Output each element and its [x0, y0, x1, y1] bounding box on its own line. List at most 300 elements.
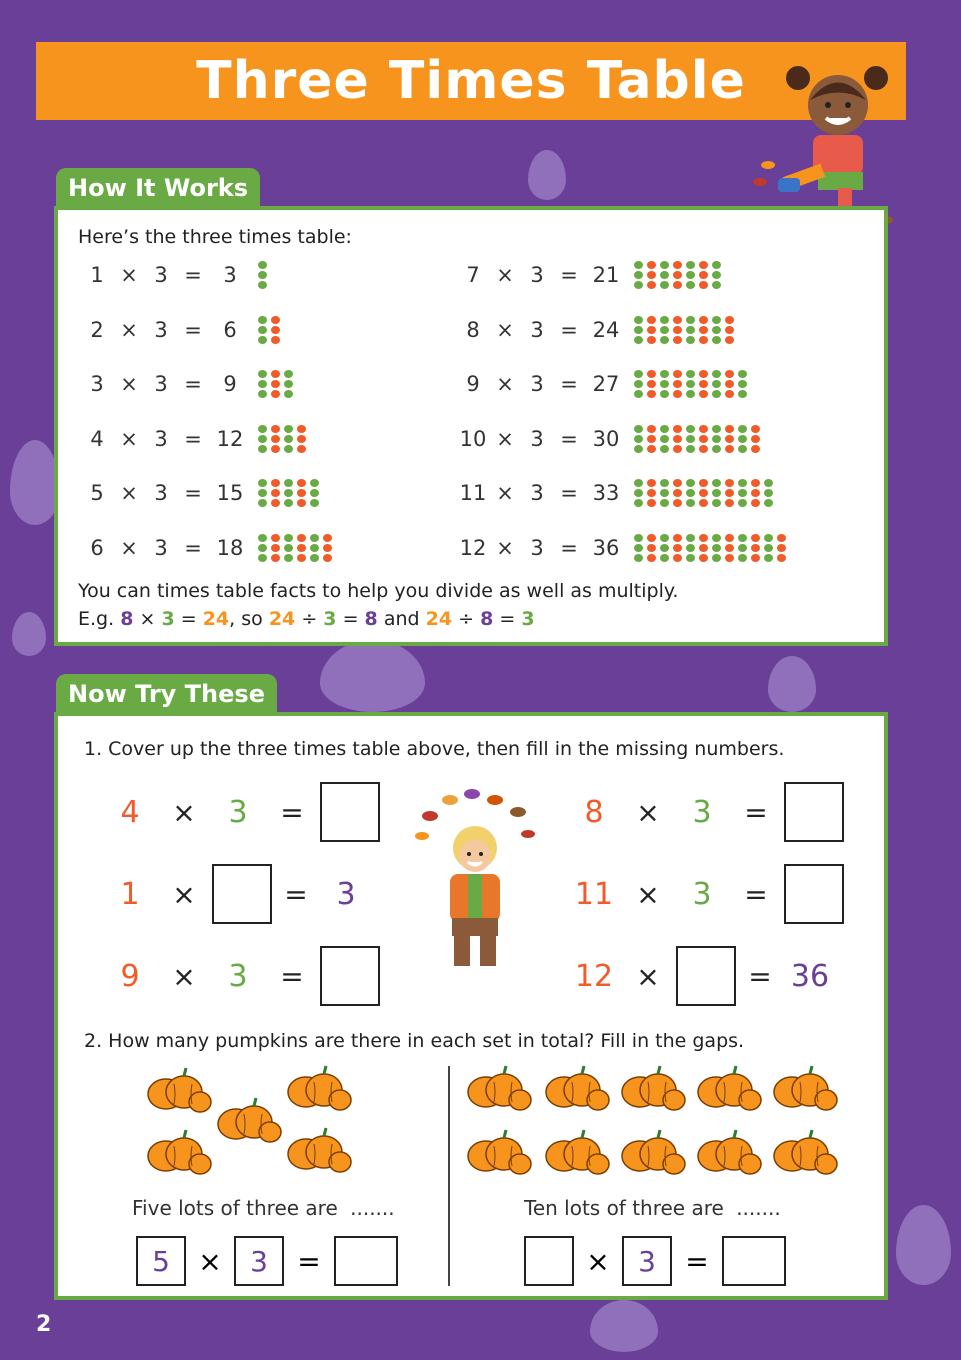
times-symbol: ×: [496, 263, 514, 287]
dot-group: [647, 425, 656, 453]
dot-group: [686, 534, 695, 562]
equals-symbol: =: [744, 877, 768, 911]
times-symbol: ×: [496, 317, 514, 342]
decorative-drop: [590, 1300, 658, 1352]
dot: [725, 326, 734, 334]
dot: [686, 271, 695, 279]
factor: 6: [90, 535, 104, 560]
decorative-drop: [320, 640, 425, 712]
table-row: [82, 533, 332, 563]
dot-group: [673, 425, 682, 453]
counting-dots: [634, 479, 773, 507]
dot: [258, 499, 267, 507]
dot: [271, 336, 280, 344]
dot: [725, 380, 734, 388]
dot-group: [738, 425, 747, 453]
answer-box[interactable]: [524, 1236, 574, 1286]
dot: [738, 479, 747, 487]
dot-group: [284, 370, 293, 398]
product: 6: [223, 317, 237, 342]
dot: [751, 544, 760, 552]
equation-right-3: [568, 946, 836, 1006]
equals-symbol: =: [685, 1244, 709, 1278]
dot: [699, 316, 708, 324]
dot: [699, 336, 708, 344]
dot: [284, 499, 293, 507]
dot: [712, 445, 721, 453]
decorative-drop: [12, 612, 46, 656]
dot: [712, 534, 721, 542]
dot: [647, 336, 656, 344]
dot-group: [634, 534, 643, 562]
dot: [751, 435, 760, 443]
dot: [699, 499, 708, 507]
dot: [725, 499, 734, 507]
dot: [647, 326, 656, 334]
divide-symbol: ÷: [458, 608, 475, 630]
dot: [634, 445, 643, 453]
equation-right-1: [568, 782, 844, 842]
product: 9: [223, 372, 237, 396]
dot: [725, 316, 734, 324]
example-value: 8: [364, 608, 378, 630]
dot-group: [699, 534, 708, 562]
dot-group: [271, 316, 280, 344]
product: 15: [216, 481, 244, 505]
left-sentence-text: Five lots of three are: [132, 1196, 338, 1220]
dot: [712, 435, 721, 443]
dot: [297, 554, 306, 562]
dot-group: [712, 370, 721, 398]
equals-symbol: =: [184, 263, 202, 287]
dot: [699, 425, 708, 433]
eq-number: 3: [336, 876, 356, 912]
answer-box[interactable]: [784, 864, 844, 924]
table-row: [82, 315, 280, 345]
dot: [699, 281, 708, 289]
dot: [738, 544, 747, 552]
equals-symbol: =: [180, 608, 197, 630]
dot: [686, 534, 695, 542]
dot-group: [699, 370, 708, 398]
right-equation: [524, 1236, 786, 1286]
dot: [673, 370, 682, 378]
dot: [699, 380, 708, 388]
answer-box[interactable]: [334, 1236, 398, 1286]
dot: [284, 534, 293, 542]
dot-group: [660, 425, 669, 453]
dot: [660, 499, 669, 507]
answer-box[interactable]: [320, 782, 380, 842]
eq-number: 1: [120, 876, 140, 912]
dot: [712, 544, 721, 552]
times-symbol: ×: [139, 608, 156, 630]
dot-group: [284, 425, 293, 453]
dot-group: [712, 534, 721, 562]
dot: [258, 336, 267, 344]
dot: [660, 370, 669, 378]
dot-group: [699, 261, 708, 289]
dot: [271, 544, 280, 552]
example-value: 24: [202, 608, 230, 630]
dot: [738, 435, 747, 443]
dot: [725, 489, 734, 497]
dot: [634, 261, 643, 269]
dot: [271, 326, 280, 334]
dot: [738, 445, 747, 453]
dot: [310, 499, 319, 507]
dot: [634, 326, 643, 334]
dot-group: [725, 534, 734, 562]
factor: 3: [154, 481, 168, 505]
dot: [686, 489, 695, 497]
dot: [686, 544, 695, 552]
left-equation: [136, 1236, 398, 1286]
dot-group: [673, 370, 682, 398]
page-number: 2: [36, 1312, 52, 1337]
product: 27: [592, 372, 620, 396]
dot-group: [751, 534, 760, 562]
dot-group: [660, 261, 669, 289]
pumpkin-group-icon: [144, 1126, 214, 1180]
dot: [686, 380, 695, 388]
eq-number: 3: [228, 794, 248, 830]
dot-group: [258, 534, 267, 562]
dot-group: [271, 534, 280, 562]
answer-box[interactable]: [212, 864, 272, 924]
dot: [284, 380, 293, 388]
factor: 7: [466, 263, 480, 287]
pumpkin-group-icon: [284, 1062, 354, 1116]
times-symbol: ×: [120, 481, 138, 505]
dot: [284, 390, 293, 398]
page-title: Three Times Table: [196, 51, 746, 111]
example-value: 8: [480, 608, 494, 630]
factor: 3: [154, 372, 168, 396]
dot: [284, 554, 293, 562]
dot: [660, 425, 669, 433]
dot: [323, 554, 332, 562]
equals-symbol: =: [560, 426, 578, 451]
dot: [686, 326, 695, 334]
eq-number: 12: [574, 958, 614, 994]
answer-box[interactable]: [676, 946, 736, 1006]
dot: [725, 479, 734, 487]
dot-group: [634, 425, 643, 453]
eq-number: 8: [584, 794, 604, 830]
equals-symbol: =: [184, 481, 202, 505]
answer-box[interactable]: [320, 946, 380, 1006]
counting-dots: [258, 261, 267, 289]
example-value: 24: [425, 608, 453, 630]
factor: 12: [459, 535, 487, 560]
counting-dots: [258, 425, 306, 453]
dot-group: [323, 534, 332, 562]
times-symbol: ×: [636, 959, 660, 993]
dot: [738, 499, 747, 507]
answer-blank[interactable]: .......: [350, 1196, 395, 1220]
dot: [634, 534, 643, 542]
factor: 9: [466, 372, 480, 396]
dot: [647, 479, 656, 487]
dot-group: [777, 534, 786, 562]
dot: [699, 534, 708, 542]
times-symbol: ×: [496, 426, 514, 451]
dot-group: [764, 534, 773, 562]
dot: [647, 390, 656, 398]
dot: [686, 261, 695, 269]
dot: [712, 380, 721, 388]
dot: [699, 390, 708, 398]
times-symbol: ×: [172, 795, 196, 829]
dot: [647, 544, 656, 552]
dot: [258, 445, 267, 453]
dot: [647, 445, 656, 453]
dot: [712, 479, 721, 487]
dot-group: [647, 261, 656, 289]
dot: [647, 261, 656, 269]
dot: [258, 544, 267, 552]
equals-symbol: =: [280, 795, 304, 829]
pumpkin-group-icon: [694, 1062, 764, 1116]
times-symbol: ×: [172, 877, 196, 911]
factor: 3: [530, 535, 544, 560]
dot: [647, 489, 656, 497]
dot-group: [310, 534, 319, 562]
dot: [751, 425, 760, 433]
pumpkin-group-icon: [144, 1064, 214, 1118]
pumpkin-group-icon: [284, 1124, 354, 1178]
product: 21: [592, 263, 620, 287]
dot: [271, 370, 280, 378]
dot: [725, 534, 734, 542]
dot-group: [764, 479, 773, 507]
pumpkin-group-icon: [542, 1126, 612, 1180]
pumpkin-group-icon: [214, 1094, 284, 1148]
dot-group: [699, 425, 708, 453]
dot: [634, 554, 643, 562]
equation-left-1: [104, 782, 380, 842]
eq-number: 9: [120, 958, 140, 994]
equals-symbol: =: [499, 608, 516, 630]
equals-symbol: =: [560, 481, 578, 505]
times-symbol: ×: [198, 1244, 222, 1278]
dot: [673, 554, 682, 562]
dot: [673, 390, 682, 398]
counting-dots: [258, 534, 332, 562]
dot: [686, 370, 695, 378]
question-1: 1. Cover up the three times table above, then fill in the missing numbers.: [84, 738, 785, 760]
dot: [660, 316, 669, 324]
dot: [297, 445, 306, 453]
dot: [725, 390, 734, 398]
dot-group: [297, 479, 306, 507]
dot: [647, 554, 656, 562]
dot: [634, 380, 643, 388]
table-row: [82, 260, 267, 290]
dot-group: [699, 316, 708, 344]
dot-group: [660, 479, 669, 507]
dot-group: [258, 316, 267, 344]
dot: [660, 534, 669, 542]
dot: [751, 489, 760, 497]
dot: [258, 390, 267, 398]
equals-symbol: =: [560, 535, 578, 560]
dot: [647, 316, 656, 324]
dot: [647, 281, 656, 289]
factor: 5: [90, 481, 104, 505]
dot-group: [673, 479, 682, 507]
answer-box[interactable]: [784, 782, 844, 842]
dot-group: [284, 479, 293, 507]
answer-box[interactable]: [722, 1236, 786, 1286]
eq-number-box: 5: [136, 1236, 186, 1286]
equals-symbol: =: [284, 877, 308, 911]
dot: [699, 261, 708, 269]
dot: [660, 271, 669, 279]
table-row: [82, 369, 293, 399]
dot: [712, 336, 721, 344]
eg-label: E.g.: [78, 608, 115, 630]
dot: [258, 479, 267, 487]
dot: [284, 489, 293, 497]
dot: [634, 316, 643, 324]
dot: [725, 554, 734, 562]
pumpkin-group-icon: [618, 1062, 688, 1116]
dot: [725, 336, 734, 344]
counting-dots: [634, 370, 747, 398]
dot: [673, 281, 682, 289]
answer-blank[interactable]: .......: [736, 1196, 781, 1220]
times-symbol: ×: [120, 372, 138, 396]
dot: [712, 370, 721, 378]
now-try-these-tab: Now Try These: [56, 674, 277, 712]
dot: [634, 499, 643, 507]
dot: [673, 425, 682, 433]
dot: [271, 534, 280, 542]
eq-number-box: 3: [622, 1236, 672, 1286]
equals-symbol: =: [184, 426, 202, 451]
times-symbol: ×: [636, 877, 660, 911]
child-throwing-leaves-illustration: [410, 786, 540, 976]
dot-group: [712, 316, 721, 344]
dot: [764, 489, 773, 497]
so-text: , so: [229, 608, 263, 630]
decorative-drop: [528, 150, 566, 200]
dot: [271, 425, 280, 433]
dot: [258, 261, 267, 269]
counting-dots: [258, 479, 319, 507]
times-symbol: ×: [172, 959, 196, 993]
dot: [647, 425, 656, 433]
dot: [647, 499, 656, 507]
dot-group: [660, 370, 669, 398]
dot: [284, 435, 293, 443]
equals-symbol: =: [297, 1244, 321, 1278]
dot-group: [647, 534, 656, 562]
dot: [751, 479, 760, 487]
dot: [323, 534, 332, 542]
dot: [712, 499, 721, 507]
dot: [738, 534, 747, 542]
divide-example: [78, 608, 535, 630]
dot-group: [634, 316, 643, 344]
dot-group: [634, 479, 643, 507]
dot: [660, 435, 669, 443]
dot: [712, 326, 721, 334]
factor: 4: [90, 426, 104, 451]
dot-group: [284, 534, 293, 562]
times-symbol: ×: [120, 317, 138, 342]
dot: [258, 489, 267, 497]
dot: [777, 554, 786, 562]
equals-symbol: =: [280, 959, 304, 993]
dot: [725, 445, 734, 453]
divide-symbol: ÷: [301, 608, 318, 630]
equals-symbol: =: [560, 263, 578, 287]
left-sentence: [132, 1196, 395, 1220]
dot: [660, 336, 669, 344]
product: 18: [216, 535, 244, 560]
pumpkin-group-icon: [770, 1126, 840, 1180]
dot-group: [738, 534, 747, 562]
dot-group: [738, 479, 747, 507]
decorative-drop: [768, 656, 816, 712]
dot-group: [686, 370, 695, 398]
dot: [647, 534, 656, 542]
dot: [751, 499, 760, 507]
eq-number: 3: [692, 876, 712, 912]
dot: [673, 271, 682, 279]
dot: [647, 271, 656, 279]
decorative-drop: [10, 440, 60, 525]
factor: 3: [154, 535, 168, 560]
pumpkin-group-icon: [618, 1126, 688, 1180]
dot: [686, 281, 695, 289]
dot: [660, 554, 669, 562]
dot: [699, 326, 708, 334]
dot: [673, 316, 682, 324]
dot: [634, 281, 643, 289]
factor: 3: [530, 372, 544, 396]
dot: [297, 489, 306, 497]
dot: [686, 499, 695, 507]
factor: 10: [459, 426, 487, 451]
dot-group: [634, 261, 643, 289]
dot: [271, 445, 280, 453]
equation-left-2: [104, 864, 372, 924]
table-row: [82, 478, 319, 508]
dot: [634, 425, 643, 433]
dot-group: [712, 261, 721, 289]
dot: [764, 554, 773, 562]
factor: 11: [459, 481, 487, 505]
dot-group: [751, 425, 760, 453]
and-text: and: [383, 608, 420, 630]
eq-number: 3: [228, 958, 248, 994]
equals-symbol: =: [184, 372, 202, 396]
dot-group: [647, 370, 656, 398]
dot: [634, 271, 643, 279]
dot-group: [686, 261, 695, 289]
dot: [271, 316, 280, 324]
dot: [297, 544, 306, 552]
dot: [634, 435, 643, 443]
dot: [725, 544, 734, 552]
dot-group: [725, 316, 734, 344]
dot: [284, 544, 293, 552]
equation-left-3: [104, 946, 380, 1006]
